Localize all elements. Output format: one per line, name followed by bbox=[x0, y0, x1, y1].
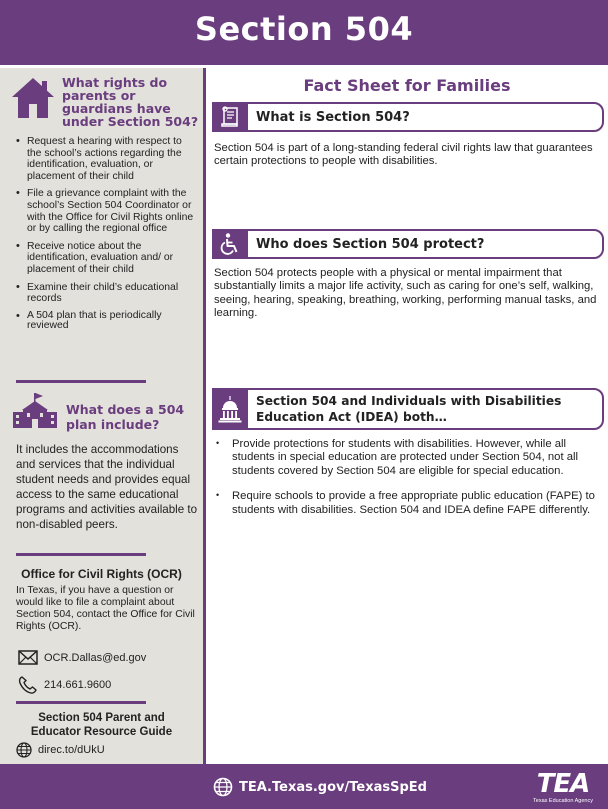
rights-heading bbox=[62, 76, 198, 128]
sidebar bbox=[0, 68, 203, 764]
idea-heading bbox=[256, 394, 561, 425]
rights-heading-line: guardians have bbox=[62, 101, 171, 116]
page-footer bbox=[0, 764, 608, 809]
email-icon bbox=[18, 650, 38, 665]
globe-icon bbox=[16, 742, 32, 758]
footer-link[interactable] bbox=[213, 777, 427, 797]
list-item: • Request a hearing with respect to the school’s actions regarding the identification, evaluation, or placement of their child bbox=[14, 136, 196, 182]
main-content bbox=[206, 68, 608, 764]
section-icon-box bbox=[212, 102, 248, 132]
who-text: Section 504 protects people with a physical or mental impairment that substantially limits a major life activity, such as caring for one’s self, walking, seeing, hearing, speaking, breathing, working, performing manual tasks, and learning. bbox=[214, 267, 597, 320]
who-heading: Who does Section 504 protect? bbox=[256, 237, 485, 252]
ocr-phone[interactable] bbox=[18, 676, 111, 694]
list-item: • Receive notice about the identification, evaluation and/ or placement of their child bbox=[14, 241, 196, 276]
idea-section-header bbox=[212, 388, 604, 430]
footer-url-text: TEA.Texas.gov/TexasSpEd bbox=[239, 779, 427, 795]
house-icon bbox=[10, 76, 56, 120]
guide-link[interactable] bbox=[16, 742, 105, 758]
list-item: • Require schools to provide a free appropriate public education (FAPE) to students with disabilities. Section 504 and IDEA define FAPE differently. bbox=[214, 490, 604, 517]
what-section-header bbox=[212, 102, 604, 132]
rights-heading-line: under Section 504? bbox=[62, 114, 199, 129]
ocr-title: Office for Civil Rights (OCR) bbox=[21, 567, 182, 581]
guide-title-line: Educator Resource Guide bbox=[30, 726, 173, 738]
list-item: • File a grievance complaint with the school’s Section 504 Coordinator or with the Office for Civil Rights online or by calling the regional office bbox=[14, 188, 196, 234]
idea-heading-line: Section 504 and Individuals with Disabilities bbox=[256, 394, 562, 408]
who-section-header bbox=[212, 229, 604, 259]
guide-url: direc.to/dUkU bbox=[38, 744, 105, 756]
guide-title bbox=[0, 711, 203, 739]
phone-icon bbox=[18, 676, 38, 694]
phone-number: 214.661.9600 bbox=[44, 679, 112, 691]
logo-subtitle: Texas Education Agency bbox=[533, 798, 593, 804]
school-icon bbox=[12, 392, 58, 430]
scroll-icon bbox=[218, 105, 242, 129]
fact-sheet-title: Fact Sheet for Families bbox=[303, 76, 511, 95]
idea-list bbox=[214, 438, 604, 529]
section-divider bbox=[16, 553, 146, 556]
globe-icon bbox=[213, 777, 233, 797]
idea-heading-line: Education Act (IDEA) both… bbox=[256, 409, 447, 424]
list-item: • Examine their child’s educational records bbox=[14, 282, 196, 305]
rights-heading-line: What rights do bbox=[62, 75, 168, 90]
section-icon-box bbox=[212, 229, 248, 259]
rights-heading-line: parents or bbox=[62, 88, 136, 103]
plan-heading-line: plan include? bbox=[66, 417, 160, 432]
wheelchair-icon bbox=[218, 232, 242, 256]
what-heading: What is Section 504? bbox=[256, 110, 410, 125]
page-header bbox=[0, 0, 608, 65]
list-item: • A 504 plan that is periodically reviewed bbox=[14, 311, 196, 331]
guide-title-line: Section 504 Parent and bbox=[38, 712, 165, 724]
plan-heading bbox=[66, 402, 184, 432]
section-icon-box bbox=[212, 388, 248, 430]
page-title: Section 504 bbox=[194, 10, 414, 48]
tea-logo bbox=[524, 769, 602, 807]
section-divider bbox=[16, 701, 146, 704]
plan-text: It includes the accommodations and services that the individual student needs and provides equal access to the same educational programs and activities available to non-disabled peers. bbox=[16, 443, 198, 531]
ocr-email[interactable] bbox=[18, 650, 146, 665]
section-divider bbox=[16, 380, 146, 383]
rights-list bbox=[14, 136, 196, 337]
what-text: Section 504 is part of a long-standing federal civil rights law that guarantees certain protections to people with disabilities. bbox=[214, 142, 593, 168]
email-address: OCR.Dallas@ed.gov bbox=[44, 651, 147, 664]
capitol-icon bbox=[217, 395, 243, 423]
plan-heading-line: What does a 504 bbox=[66, 402, 185, 417]
logo-text: TEA bbox=[536, 769, 590, 799]
ocr-text: In Texas, if you have a question or would like to file a complaint about Section 504, contact the Office for Civil Rights (OCR). bbox=[16, 585, 195, 632]
list-item: • Provide protections for students with disabilities. However, while all students in special education are protected under Section 504, not all students covered by Section 504 are eligible for special education. bbox=[214, 438, 604, 478]
